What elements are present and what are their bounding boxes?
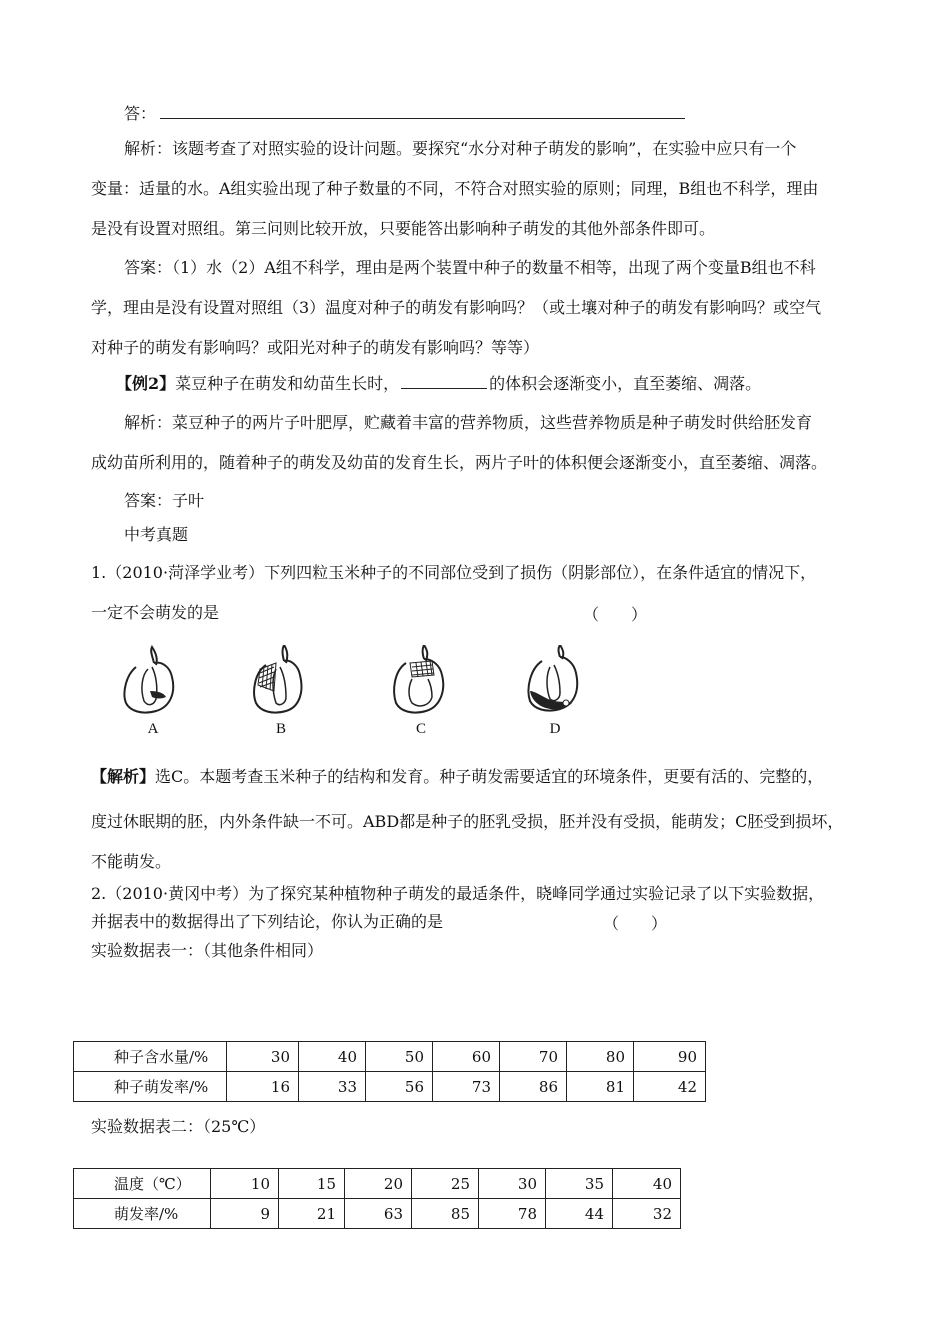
q1-analysis-line1 [91, 766, 823, 788]
q1-analysis-tag: 【解析】 [91, 767, 156, 786]
table-row [74, 1072, 706, 1102]
q2-answer-bracket[interactable]: （ ） [603, 914, 668, 933]
table-cell: 33 [299, 1072, 366, 1102]
analysis2-line2: 成幼苗所利用的，随着种子的萌发及幼苗的发育生长，两片子叶的体积便会逐渐变小，直至萎缩、凋落。 [91, 453, 828, 472]
example2-text-after: 的体积会逐渐变小，直至萎缩、凋落。 [489, 374, 762, 393]
analysis2-line1: 解析：菜豆种子的两片子叶肥厚，贮藏着丰富的营养物质，这些营养物质是种子萌发时供给胚发育 [124, 413, 813, 432]
answer-line [124, 103, 685, 125]
table-cell: 90 [634, 1042, 706, 1072]
seed-option-c[interactable] [386, 645, 456, 745]
example2-line [116, 373, 761, 395]
table-cell: 温度（℃） [74, 1169, 211, 1199]
table-cell: 种子含水量/% [74, 1042, 227, 1072]
table-cell: 56 [366, 1072, 433, 1102]
table-cell: 40 [613, 1169, 681, 1199]
table-cell: 种子萌发率/% [74, 1072, 227, 1102]
q1-analysis-line2: 度过休眠期的胚，内外条件缺一不可。ABD都是种子的胚乳受损，胚并没有受损，能萌发；C胚受到损坏， [91, 812, 844, 831]
table2 [73, 1168, 681, 1229]
seed-label-d: D [549, 721, 561, 737]
table-cell: 21 [279, 1199, 345, 1229]
table-cell: 35 [546, 1169, 613, 1199]
answer-label: 答： [124, 104, 157, 123]
section-title: 中考真题 [124, 525, 189, 544]
example2-text-before: 菜豆种子在萌发和幼苗生长时， [175, 374, 400, 393]
q1-analysis-text1: 选C。本题考查玉米种子的结构和发育。种子萌发需要适宜的环境条件，更要有活的、完整的， [155, 767, 824, 786]
q2-line1: 2.（2010·黄冈中考）为了探究某种植物种子萌发的最适条件，晓峰同学通过实验记录了以下实验数据， [91, 884, 825, 903]
table-cell: 30 [227, 1042, 299, 1072]
table-cell: 萌发率/% [74, 1199, 211, 1229]
table-cell: 70 [500, 1042, 567, 1072]
table-row [74, 1042, 706, 1072]
table1 [73, 1041, 706, 1102]
analysis1-line2: 变量：适量的水。A组实验出现了种子数量的不同，不符合对照实验的原则；同理，B组也不科学，理由 [91, 179, 819, 198]
table-cell: 20 [345, 1169, 412, 1199]
seed-label-b: B [275, 721, 286, 737]
answer1-line1: 答案：（1）水（2）A组不科学，理由是两个装置中种子的数量不相等，出现了两个变量B组也不科 [124, 258, 816, 277]
example2-blank[interactable] [401, 374, 487, 389]
table-cell: 50 [366, 1042, 433, 1072]
table-cell: 40 [299, 1042, 366, 1072]
answer1-line3: 对种子的萌发有影响吗？或阳光对种子的萌发有影响吗？等等） [91, 338, 540, 357]
example2-tag: 【例2】 [116, 374, 176, 393]
seed-option-a[interactable] [118, 645, 188, 745]
corn-seed-b-icon [246, 645, 316, 725]
seed-option-d[interactable] [520, 645, 590, 745]
table-cell: 60 [433, 1042, 500, 1072]
seed-option-b[interactable] [246, 645, 316, 745]
table-cell: 30 [479, 1169, 546, 1199]
answer1-line2: 学，理由是没有设置对照组（3）温度对种子的萌发有影响吗？（或土壤对种子的萌发有影响吗？或空气 [91, 298, 822, 317]
corn-seed-a-icon [118, 645, 188, 725]
table-cell: 16 [227, 1072, 299, 1102]
answer2-line: 答案：子叶 [124, 491, 205, 510]
table-cell: 25 [412, 1169, 479, 1199]
table1-caption: 实验数据表一：（其他条件相同） [91, 941, 324, 960]
table-cell: 78 [479, 1199, 546, 1229]
table-cell: 32 [613, 1199, 681, 1229]
table-cell: 80 [567, 1042, 634, 1072]
q2-line2: 并据表中的数据得出了下列结论，你认为正确的是 [91, 912, 444, 931]
answer-blank[interactable] [160, 104, 685, 119]
q1-line2: 一定不会萌发的是 [91, 603, 220, 622]
table2-caption: 实验数据表二：（25℃） [91, 1117, 266, 1136]
table-cell: 42 [634, 1072, 706, 1102]
q1-seed-figures [118, 645, 598, 745]
table-cell: 10 [211, 1169, 279, 1199]
table-cell: 15 [279, 1169, 345, 1199]
seed-label-a: A [147, 721, 159, 737]
table-cell: 73 [433, 1072, 500, 1102]
table-row [74, 1199, 681, 1229]
q1-answer-bracket[interactable]: （ ） [583, 605, 648, 624]
analysis1-line1: 解析：该题考查了对照实验的设计问题。要探究“水分对种子萌发的影响”，在实验中应只有一个 [124, 139, 797, 158]
table-cell: 63 [345, 1199, 412, 1229]
table-row [74, 1169, 681, 1199]
seed-label-c: C [415, 721, 426, 737]
table-cell: 86 [500, 1072, 567, 1102]
table-cell: 9 [211, 1199, 279, 1229]
corn-seed-d-icon [520, 645, 590, 725]
q1-line1: 1.（2010·菏泽学业考）下列四粒玉米种子的不同部位受到了损伤（阴影部位），在条件适宜的情况下， [91, 563, 817, 582]
q1-analysis-line3: 不能萌发。 [91, 852, 172, 871]
corn-seed-c-icon [386, 645, 456, 725]
table-cell: 85 [412, 1199, 479, 1229]
analysis1-line3: 是没有设置对照组。第三问则比较开放，只要能答出影响种子萌发的其他外部条件即可。 [91, 219, 716, 238]
table-cell: 81 [567, 1072, 634, 1102]
table-cell: 44 [546, 1199, 613, 1229]
